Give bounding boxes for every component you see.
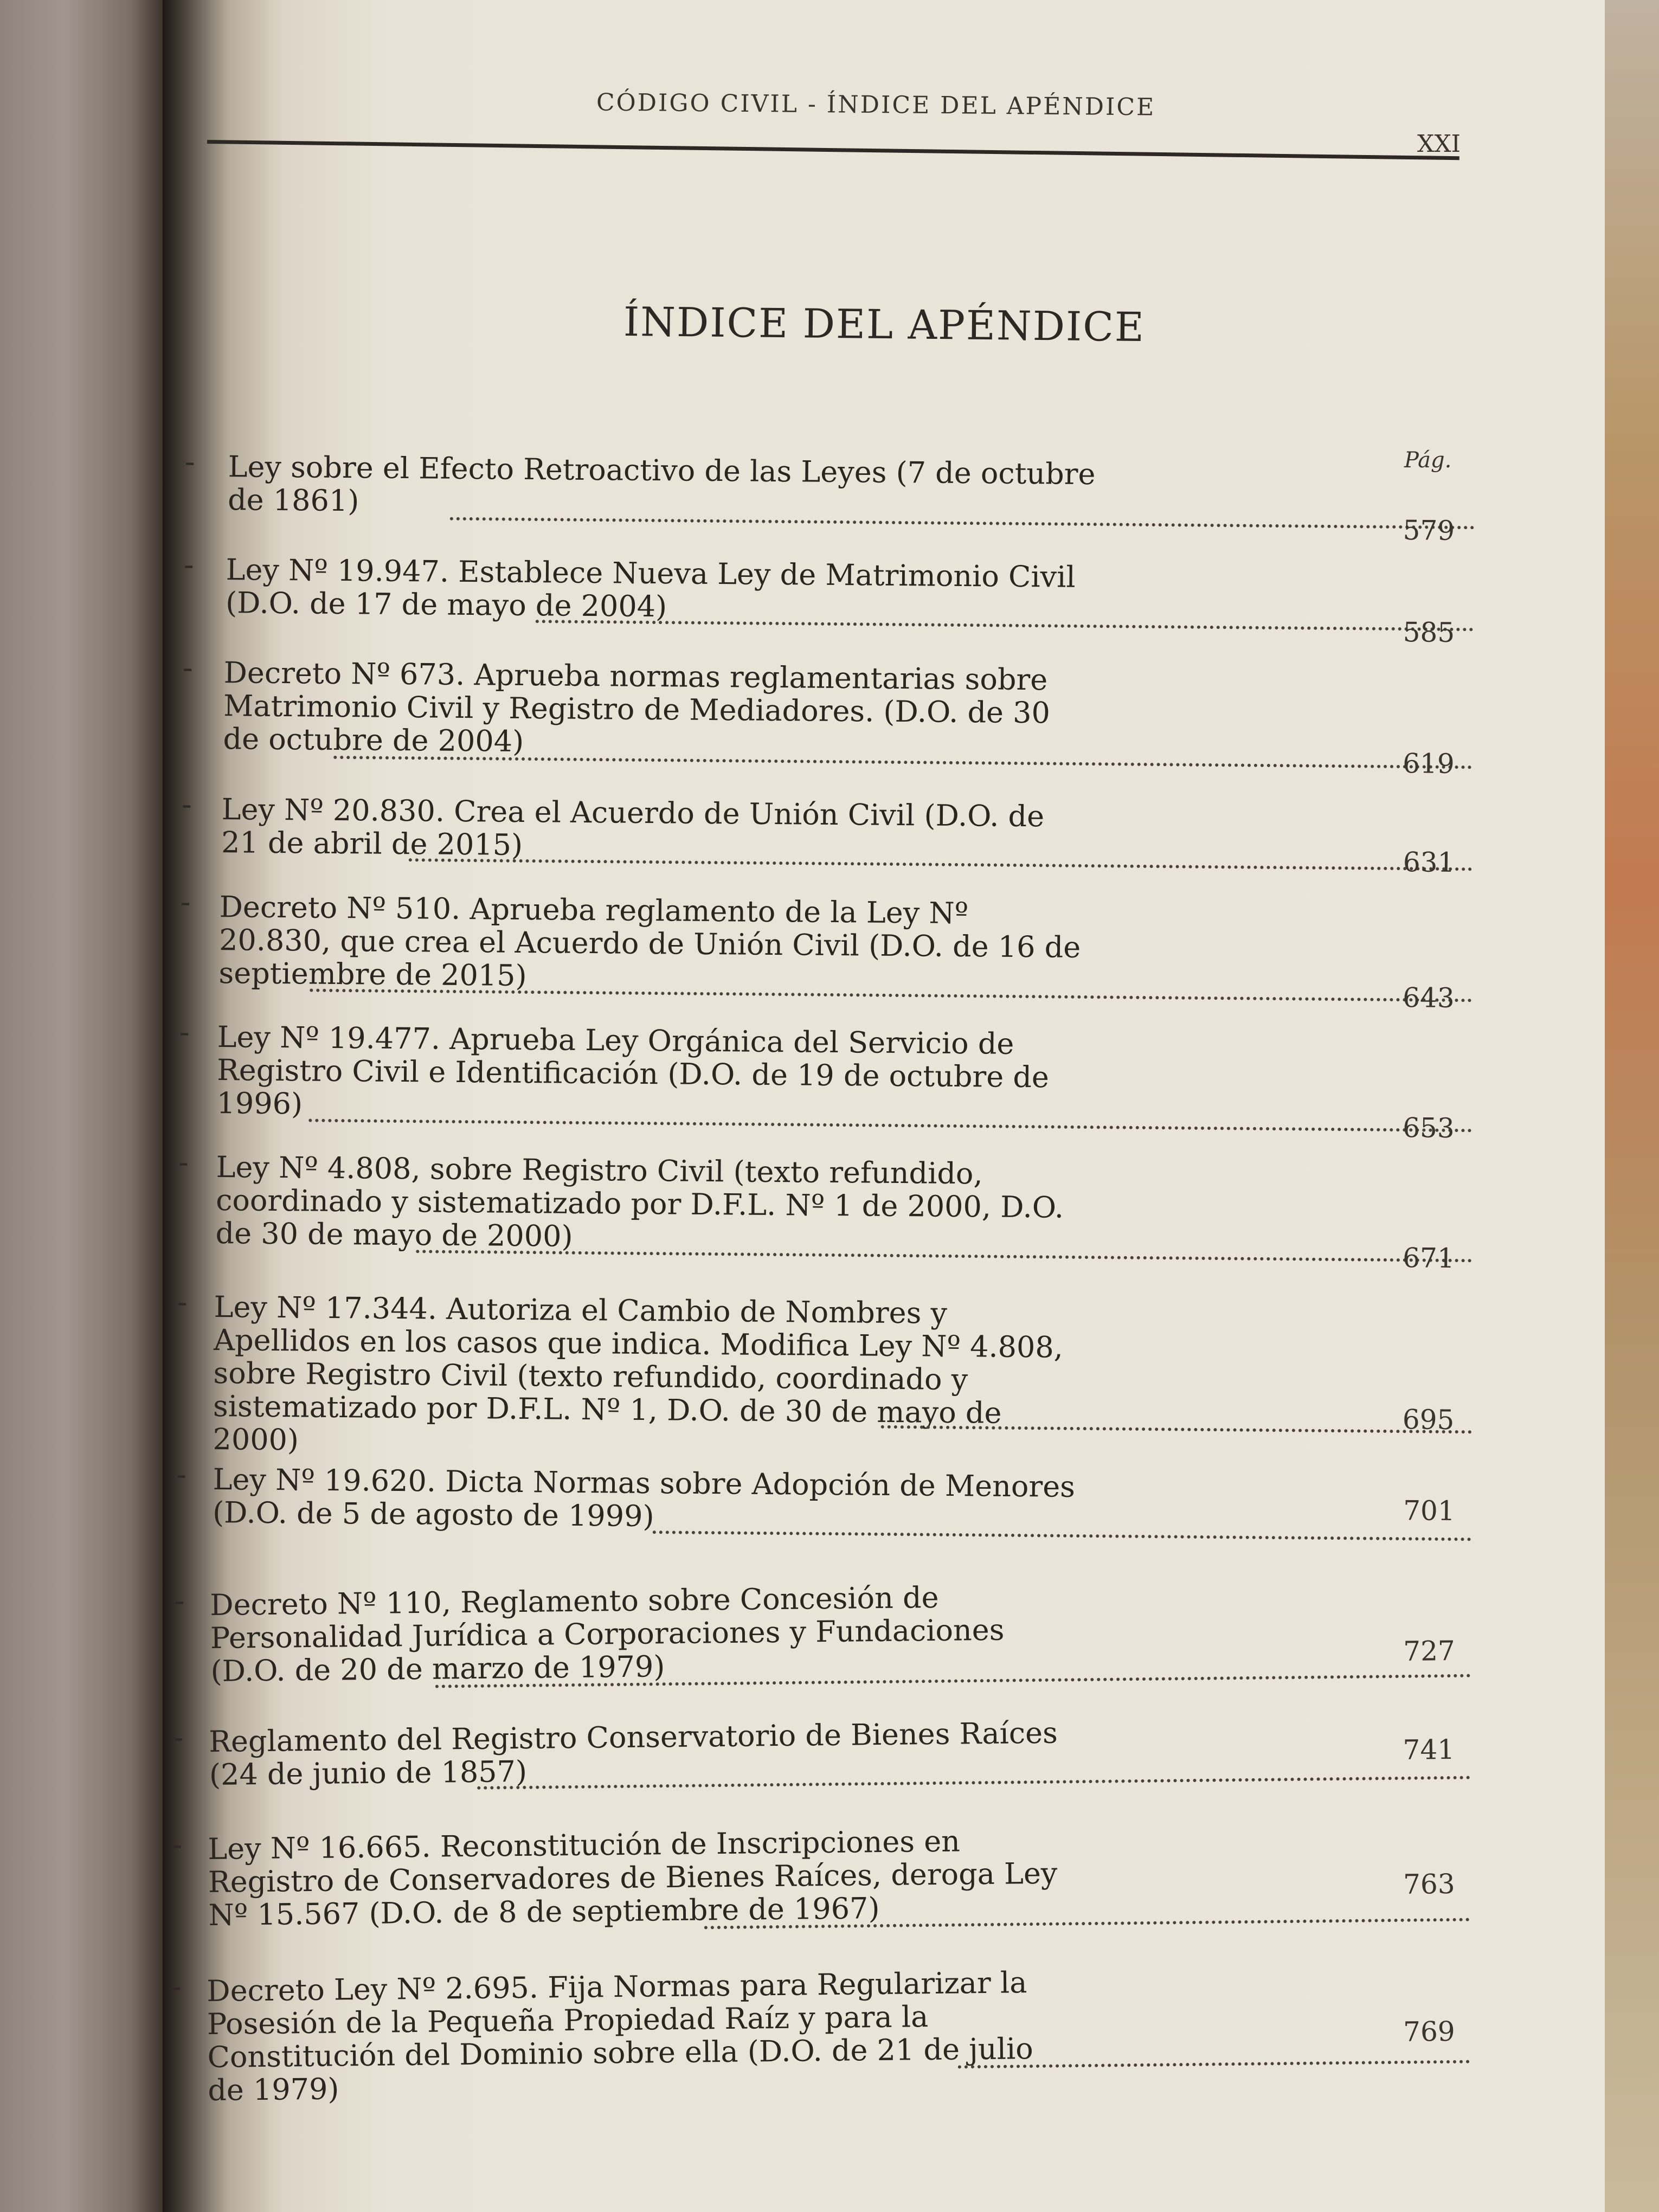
entry-text: Ley Nº 19.947. Establece Nueva Ley de Matrimonio Civil (D.O. de 17 de mayo de 2004) [225, 552, 1076, 624]
index-entry [179, 884, 1493, 1014]
header-rule [207, 140, 1459, 160]
entry-text: Decreto Ley Nº 2.695. Fija Normas para Regularizar la Posesión de la Pequeña Propiedad Raíz y para la Constitución del Dominio sobre ella (D.O. de 21 de julio de 1979) [207, 1965, 1034, 2107]
entry-text: Ley Nº 4.808, sobre Registro Civil (texto refundido, coordinado y sistematizado por D.F.L. Nº 1 de 2000, D.O. de 30 de mayo de 2000) [215, 1150, 1064, 1253]
entry-text: Decreto Nº 673. Aprueba normas reglamentarias sobre Matrimonio Civil y Registro de Mediadores. (D.O. de 30 de octubre de 2004) [223, 655, 1051, 758]
entry-text: Ley Nº 20.830. Crea el Acuerdo de Unión Civil (D.O. de 21 de abril de 2015) [221, 792, 1045, 862]
entry-text: Ley Nº 17.344. Autoriza el Cambio de Nombres y Apellidos en los casos que indica. Modifica Ley Nº 4.808, sobre Registro Civil (texto refundido, coordinado y sistematizado por D.F.L. Nº 1, D.O. de 30 de mayo de 2000) [213, 1290, 1064, 1457]
page-folio: XXI [1417, 130, 1461, 158]
entry-page-number: 727 [1403, 1635, 1456, 1667]
index-entry [176, 1284, 1489, 1457]
entry-text: Decreto Nº 110, Reglamento sobre Concesión de Personalidad Jurídica a Corporaciones y Fundaciones (D.O. de 20 de marzo de 1979) [210, 1580, 1005, 1688]
entry-dash: - [177, 1284, 188, 1320]
entry-text: Decreto Nº 510. Aprueba reglamento de la Ley Nº 20.830, que crea el Acuerdo de Unión Civil (D.O. de 16 de septiembre de 2015) [218, 890, 1081, 993]
entry-page-number: 763 [1403, 1868, 1455, 1900]
entry-dash: - [171, 1827, 183, 1863]
index-entry [182, 650, 1495, 780]
entry-dash: - [179, 1014, 190, 1050]
entry-text: Ley Nº 19.477. Aprueba Ley Orgánica del Servicio de Registro Civil e Identificación (D.O. de 19 de octubre de 1996) [216, 1020, 1050, 1121]
entry-page-number: 619 [1403, 748, 1455, 780]
index-entry [172, 1819, 1485, 1941]
page-column-label: Pág. [1404, 448, 1452, 473]
entry-page-number: 701 [1403, 1495, 1455, 1527]
entry-dash: - [170, 1969, 182, 2005]
entry-text: Ley sobre el Efecto Retroactivo de las Leyes (7 de octubre de 1861) [227, 449, 1096, 518]
entry-page-number: 585 [1403, 616, 1455, 648]
index-entry [184, 444, 1497, 569]
book-page [163, 0, 1605, 2212]
entry-dash: - [173, 1583, 185, 1619]
index-entry [170, 1961, 1484, 2107]
entry-dash: - [184, 444, 195, 480]
entry-text: Ley Nº 19.620. Dicta Normas sobre Adopción de Menores (D.O. de 5 de agosto de 1999) [212, 1462, 1076, 1534]
index-entry [178, 1014, 1491, 1144]
entry-text: Reglamento del Registro Conservatorio de Bienes Raíces (24 de junio de 1857) [209, 1715, 1058, 1792]
photo-background-left [0, 0, 163, 2212]
index-entry [177, 1144, 1490, 1274]
index-entry [173, 1712, 1486, 1834]
index-entry [183, 547, 1496, 672]
entry-page-number: 769 [1403, 2015, 1455, 2048]
entry-dash: - [172, 1720, 184, 1756]
photo-background-right [1605, 0, 1659, 2212]
entry-page-number: 741 [1403, 1733, 1455, 1766]
index-entry [174, 1575, 1487, 1697]
entry-dash: - [183, 547, 194, 583]
entry-dash: - [181, 787, 192, 822]
entry-dash: - [182, 650, 193, 686]
entry-page-number: 579 [1403, 515, 1455, 546]
running-head: CÓDIGO CIVIL - ÍNDICE DEL APÉNDICE [596, 88, 1156, 121]
entry-dash: - [178, 1144, 189, 1180]
entry-dash: - [180, 884, 191, 920]
entry-text: Ley Nº 16.665. Reconstitución de Inscripciones en Registro de Conservadores de Bienes Raíces, deroga Ley Nº 15.567 (D.O. de 8 de septiembre de 1967) [208, 1824, 1058, 1932]
entry-page-number: 631 [1403, 846, 1455, 878]
entry-page-number: 643 [1403, 982, 1455, 1014]
entry-page-number: 695 [1402, 1404, 1455, 1436]
entry-page-number: 653 [1403, 1112, 1455, 1144]
entry-page-number: 671 [1403, 1242, 1455, 1274]
page-title: ÍNDICE DEL APÉNDICE [623, 298, 1146, 351]
index-entry [175, 1457, 1488, 1582]
entry-dash: - [176, 1457, 187, 1493]
